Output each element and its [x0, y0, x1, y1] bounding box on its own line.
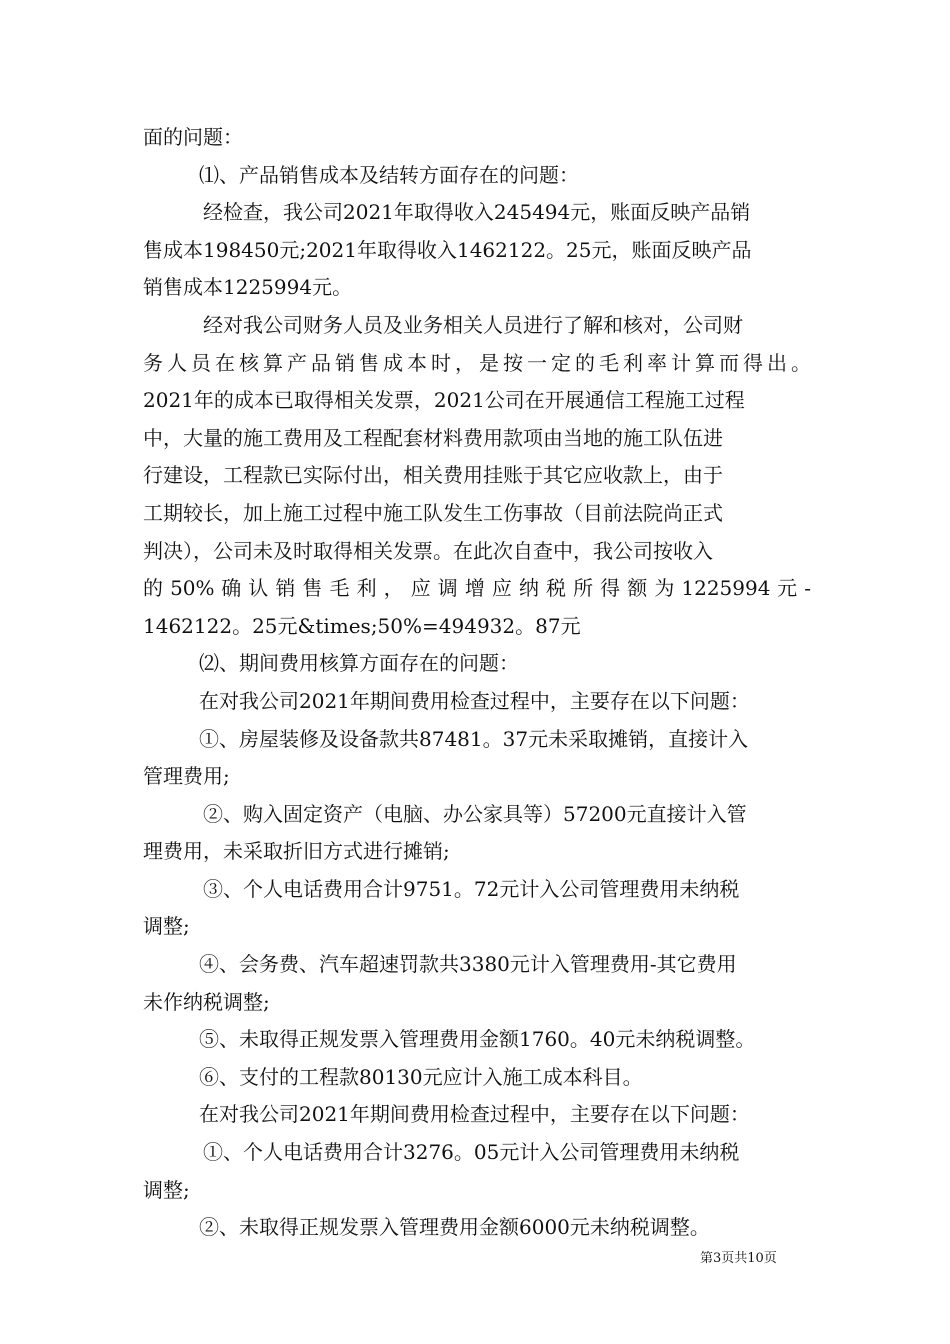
text-line: 经检查，我公司2021年取得收入245494元，账面反映产品销 — [203, 200, 751, 225]
text-line: 未作纳税调整; — [143, 989, 270, 1014]
text-line: 销售成本1225994元。 — [143, 275, 353, 300]
text-line: 管理费用; — [143, 764, 230, 789]
text-line: 务人员在核算产品销售成本时，是按一定的毛利率计算而得出。 — [143, 350, 811, 375]
text-line: 判决），公司未及时取得相关发票。在此次自查中，我公司按收入 — [143, 538, 713, 563]
list-item: ②、未取得正规发票入管理费用金额6000元未纳税调整。 — [199, 1215, 710, 1240]
text-line: 在对我公司2021年期间费用检查过程中，主要存在以下问题： — [199, 1102, 750, 1127]
list-item: ⑥、支付的工程款80130元应计入施工成本科目。 — [199, 1064, 643, 1089]
list-item: ⑤、未取得正规发票入管理费用金额1760。40元未纳税调整。 — [199, 1027, 756, 1052]
text-line: 调整; — [143, 914, 190, 939]
section-heading: ⑴、产品销售成本及结转方面存在的问题： — [199, 162, 579, 187]
list-item: ①、房屋装修及设备款共87481。37元未采取摊销，直接计入 — [199, 726, 749, 751]
text-line: 面的问题： — [143, 125, 243, 149]
list-item: ①、个人电话费用合计3276。05元计入公司管理费用未纳税 — [203, 1140, 740, 1165]
list-item: ③、个人电话费用合计9751。72元计入公司管理费用未纳税 — [203, 876, 740, 901]
document-body — [143, 119, 811, 1247]
text-line: 在对我公司2021年期间费用检查过程中，主要存在以下问题： — [199, 688, 750, 713]
text-line: 1462122。25元&times;50%=494932。87元 — [143, 613, 581, 638]
list-item: ②、购入固定资产（电脑、办公家具等）57200元直接计入管 — [203, 801, 747, 826]
list-item: ④、会务费、汽车超速罚款共3380元计入管理费用-其它费用 — [199, 952, 737, 977]
text-line: 经对我公司财务人员及业务相关人员进行了解和核对，公司财 — [203, 312, 743, 337]
text-line: 的 50% 确 认 销 售 毛 利 ， 应 调 增 应 纳 税 所 得 额 为 1225994 元 - — [143, 576, 811, 601]
text-line: 2021年的成本已取得相关发票，2021公司在开展通信工程施工过程 — [143, 388, 745, 413]
text-line: 售成本198450元;2021年取得收入1462122。25元，账面反映产品 — [143, 237, 752, 262]
text-line: 工期较长，加上施工过程中施工队发生工伤事故（目前法院尚正式 — [143, 500, 723, 525]
text-line: 调整; — [143, 1177, 190, 1202]
text-line: 理费用，未采取折旧方式进行摊销; — [143, 839, 450, 864]
text-line: 中，大量的施工费用及工程配套材料费用款项由当地的施工队伍进 — [143, 425, 723, 450]
text-line: 行建设，工程款已实际付出，相关费用挂账于其它应收款上，由于 — [143, 463, 723, 488]
page-number: 第3页共10页 — [700, 1251, 777, 1266]
section-heading: ⑵、期间费用核算方面存在的问题： — [199, 651, 519, 676]
